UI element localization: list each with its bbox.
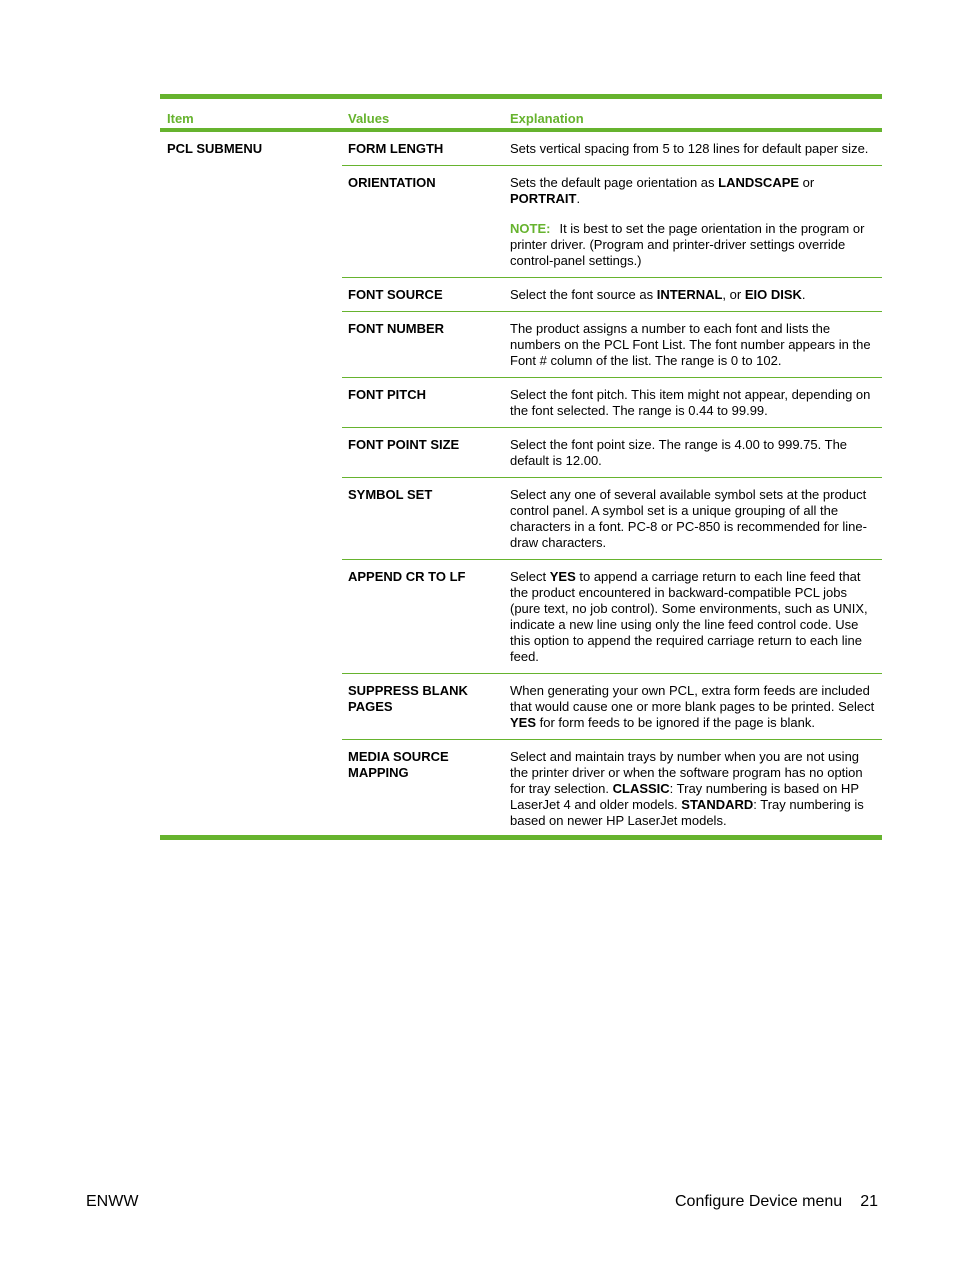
text-segment: Select the font pitch. This item might not appear, depending on the font selected. The range is 0.44 to 99.99. bbox=[510, 387, 871, 418]
table-header bbox=[160, 99, 882, 132]
row-value: SYMBOL SET bbox=[348, 487, 433, 502]
item-pcl-submenu: PCL SUBMENU bbox=[167, 141, 263, 156]
text-segment: Sets the default page orientation as bbox=[510, 175, 719, 190]
emphasized-term: INTERNAL bbox=[656, 287, 723, 302]
emphasized-term: LANDSCAPE bbox=[718, 175, 800, 190]
footer-section: Configure Device menu bbox=[675, 1193, 843, 1210]
table-row bbox=[342, 428, 882, 478]
text-segment: for form feeds to be ignored if the page is blank. bbox=[536, 715, 815, 730]
row-value: FORM LENGTH bbox=[348, 141, 444, 156]
row-value: SUPPRESS BLANK PAGES bbox=[348, 683, 468, 714]
header-item: Item bbox=[167, 111, 194, 126]
table-body bbox=[160, 132, 882, 835]
row-explanation bbox=[498, 175, 880, 269]
row-value: FONT POINT SIZE bbox=[348, 437, 460, 452]
table-row bbox=[342, 132, 882, 166]
page-number: 21 bbox=[860, 1193, 878, 1210]
row-value: FONT SOURCE bbox=[348, 287, 443, 302]
table-bottom-rule bbox=[160, 835, 882, 840]
row-value: FONT NUMBER bbox=[348, 321, 445, 336]
row-value: FONT PITCH bbox=[348, 387, 426, 402]
row-explanation bbox=[498, 141, 880, 157]
text-segment: : Tray numbering is based on HP LaserJet 4 and older models. bbox=[510, 781, 859, 812]
table-row bbox=[342, 740, 882, 835]
row-value: MEDIA SOURCE MAPPING bbox=[348, 749, 449, 780]
text-segment: Select any one of several available symbol sets at the product control panel. A symbol set is a unique grouping of all the characters in a font. PC-8 or PC-850 is recommended for line-draw characters. bbox=[510, 487, 867, 550]
emphasized-term: STANDARD bbox=[681, 797, 754, 812]
text-segment: Sets vertical spacing from 5 to 128 lines for default paper size. bbox=[510, 141, 869, 156]
row-explanation bbox=[498, 287, 880, 303]
text-segment: Select the font source as bbox=[510, 287, 657, 302]
table-row bbox=[342, 560, 882, 674]
emphasized-term: PORTRAIT bbox=[510, 191, 577, 206]
row-explanation bbox=[498, 569, 880, 665]
row-explanation bbox=[498, 387, 880, 419]
note-label: NOTE: bbox=[510, 221, 551, 236]
text-segment: Select and maintain trays by number when you are not using the printer driver or when the software program has no option for tray selection. bbox=[510, 749, 863, 796]
text-segment: or bbox=[799, 175, 815, 190]
footer-right bbox=[675, 1193, 878, 1211]
text-segment: . bbox=[576, 191, 581, 206]
table-row bbox=[342, 312, 882, 378]
table-row bbox=[342, 278, 882, 312]
table-row bbox=[342, 478, 882, 560]
text-segment: The product assigns a number to each font and lists the numbers on the PCL Font List. The font number appears in the Font # column of the list. The range is 0 to 102. bbox=[510, 321, 871, 368]
row-explanation bbox=[498, 683, 880, 731]
header-explanation: Explanation bbox=[510, 111, 584, 126]
text-segment: . bbox=[801, 287, 806, 302]
row-explanation bbox=[498, 321, 880, 369]
emphasized-term: CLASSIC bbox=[612, 781, 670, 796]
note bbox=[510, 221, 880, 269]
config-table bbox=[160, 94, 882, 840]
text-segment: : Tray numbering is based on newer HP LaserJet models. bbox=[510, 797, 864, 828]
row-explanation bbox=[498, 487, 880, 551]
text-segment: When generating your own PCL, extra form feeds are included that would cause one or more blank pages to be printed. Select bbox=[510, 683, 875, 714]
text-segment: Select bbox=[510, 569, 550, 584]
value-rows bbox=[342, 132, 882, 835]
emphasized-term: YES bbox=[549, 569, 576, 584]
table-row bbox=[342, 166, 882, 278]
emphasized-term: EIO DISK bbox=[744, 287, 802, 302]
header-values: Values bbox=[348, 111, 390, 126]
row-explanation bbox=[498, 437, 880, 469]
text-segment: to append a carriage return to each line feed that the product encountered in backward-compatible PCL jobs (pure text, no job control). Some environments, such as UNIX, indicate a new line using only the line feed control code. Use this option to append the required carriage return to each line feed. bbox=[510, 569, 868, 664]
row-value: ORIENTATION bbox=[348, 175, 436, 190]
footer-left: ENWW bbox=[86, 1193, 139, 1210]
text-segment: , or bbox=[722, 287, 745, 302]
emphasized-term: YES bbox=[510, 715, 537, 730]
row-explanation bbox=[498, 749, 880, 829]
text-segment: Select the font point size. The range is 4.00 to 999.75. The default is 12.00. bbox=[510, 437, 848, 468]
table-row bbox=[342, 378, 882, 428]
row-value: APPEND CR TO LF bbox=[348, 569, 466, 584]
note-text: It is best to set the page orientation in the program or printer driver. (Program and printer-driver settings override control-panel settings.) bbox=[510, 221, 865, 268]
table-row bbox=[342, 674, 882, 740]
